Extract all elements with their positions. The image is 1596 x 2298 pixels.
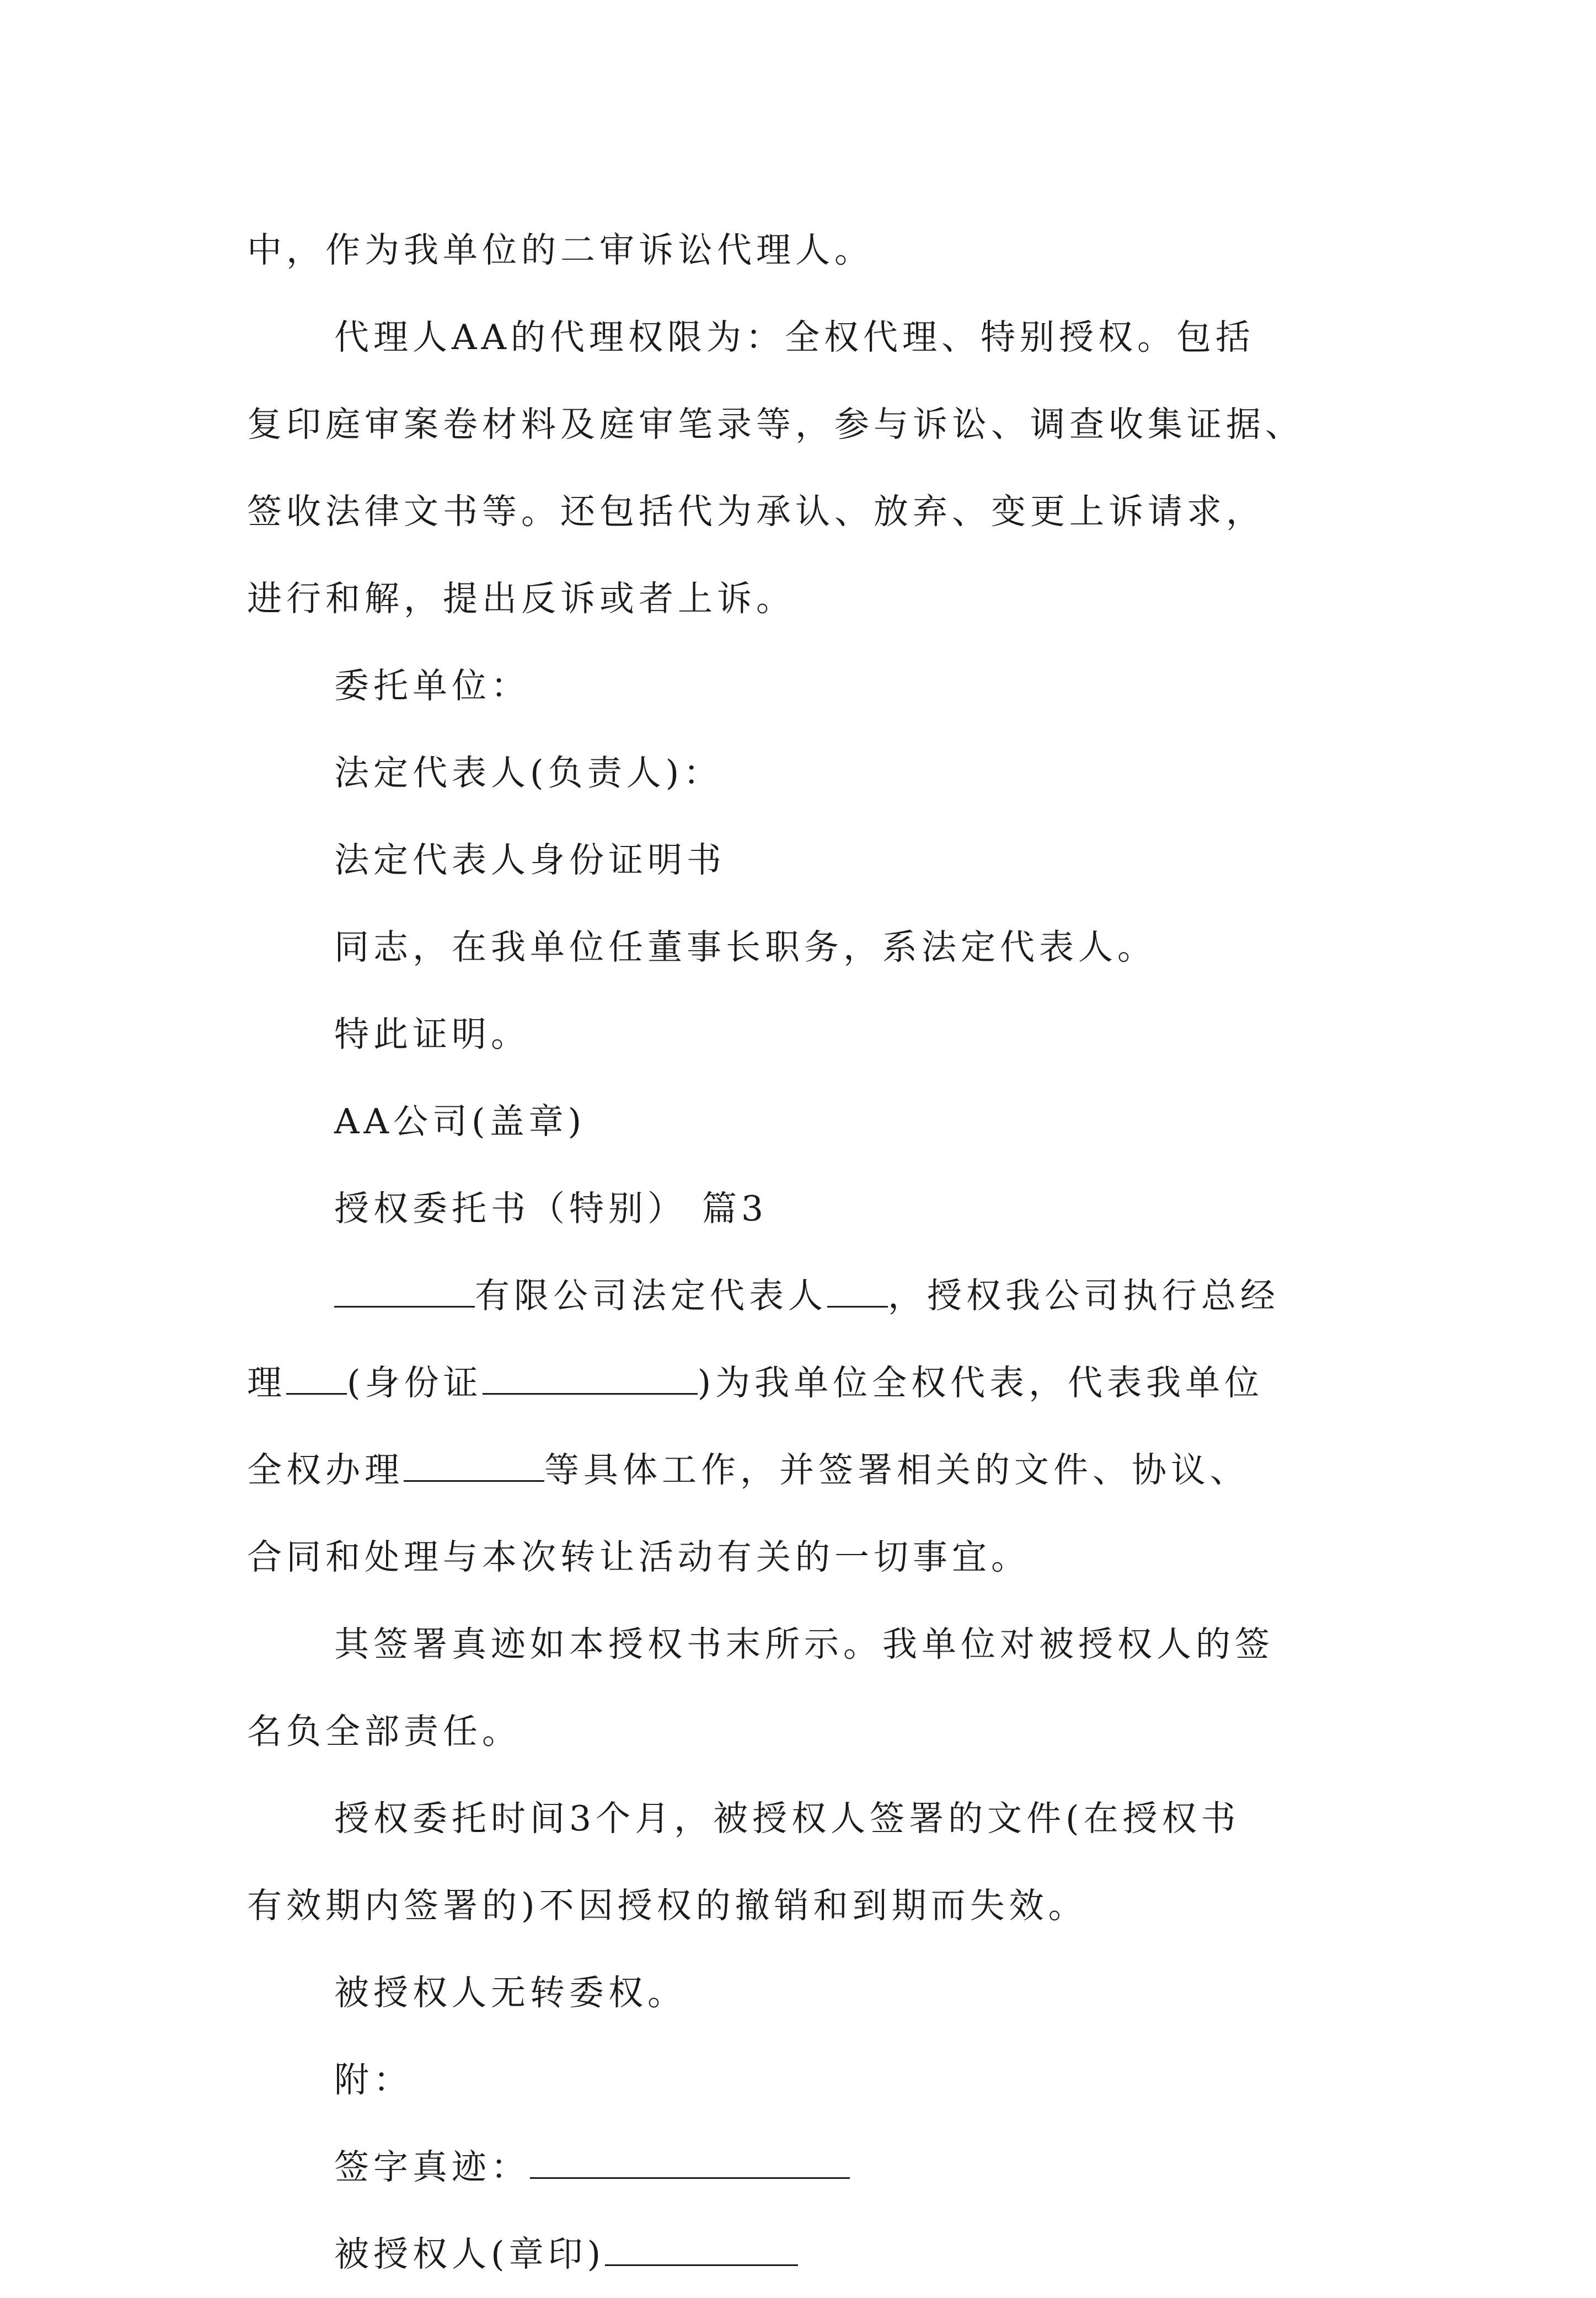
paragraph-line: 其签署真迹如本授权书末所示。我单位对被授权人的签	[334, 1624, 1274, 1664]
entrusting-unit-label: 委托单位：	[334, 666, 530, 706]
paragraph-line: 合同和处理与本次转让活动有关的一切事宜。	[247, 1537, 1030, 1577]
paragraph-line	[247, 1340, 1367, 1427]
signature-blank	[530, 2150, 850, 2179]
paragraph-line: 被授权人无转委权。	[334, 1973, 687, 2013]
paragraph-line: 代理人AA的代理权限为：全权代理、特别授权。包括	[334, 317, 1255, 357]
legal-representative-label: 法定代表人(负责人)：	[334, 753, 723, 793]
text-segment: 全权办理	[247, 1450, 404, 1490]
text-segment: (身份证	[347, 1363, 483, 1403]
text-segment: 等具体工作，并签署相关的文件、协议、	[544, 1450, 1249, 1490]
fill-in-blank	[404, 1453, 544, 1482]
seal-line	[247, 2211, 1367, 2298]
seal-label: 被授权人(章印)	[334, 2234, 606, 2274]
attachment-label: 附：	[334, 2060, 413, 2100]
paragraph-line	[247, 1252, 1367, 1340]
paragraph-line	[247, 1427, 1367, 1514]
paragraph-line: 有效期内签署的)不因授权的撤销和到期而失效。	[247, 1885, 1088, 1926]
fill-in-blank	[286, 1365, 347, 1395]
section-heading: 法定代表人身份证明书	[334, 840, 726, 880]
paragraph-line: 名负全部责任。	[247, 1711, 521, 1751]
text-segment: 理	[247, 1363, 286, 1403]
company-seal-line: AA公司(盖章)	[334, 1101, 586, 1142]
fill-in-blank	[483, 1365, 698, 1395]
document-body	[247, 207, 1367, 2298]
paragraph-line: 进行和解，提出反诉或者上诉。	[247, 578, 795, 619]
paragraph-line: 中，作为我单位的二审诉讼代理人。	[247, 230, 874, 270]
seal-blank	[605, 2237, 798, 2266]
text-segment: )为我单位全权代表，代表我单位	[697, 1363, 1264, 1403]
fill-in-blank	[827, 1278, 888, 1308]
text-segment: 有限公司法定代表人	[475, 1276, 827, 1316]
fill-in-blank	[334, 1278, 475, 1308]
signature-line	[247, 2124, 1367, 2211]
signature-label: 签字真迹：	[334, 2147, 530, 2187]
section-title: 授权委托书（特别） 篇3	[334, 1188, 768, 1229]
paragraph-line: 签收法律文书等。还包括代为承认、放弃、变更上诉请求，	[247, 491, 1265, 532]
paragraph-line: 同志，在我单位任董事长职务，系法定代表人。	[334, 927, 1156, 967]
paragraph-line: 授权委托时间3个月，被授权人签署的文件(在授权书	[334, 1798, 1240, 1839]
paragraph-line: 复印庭审案卷材料及庭审笔录等，参与诉讼、调查收集证据、	[247, 404, 1304, 444]
text-segment: ，授权我公司执行总经	[888, 1276, 1279, 1316]
paragraph-line: 特此证明。	[334, 1014, 530, 1054]
